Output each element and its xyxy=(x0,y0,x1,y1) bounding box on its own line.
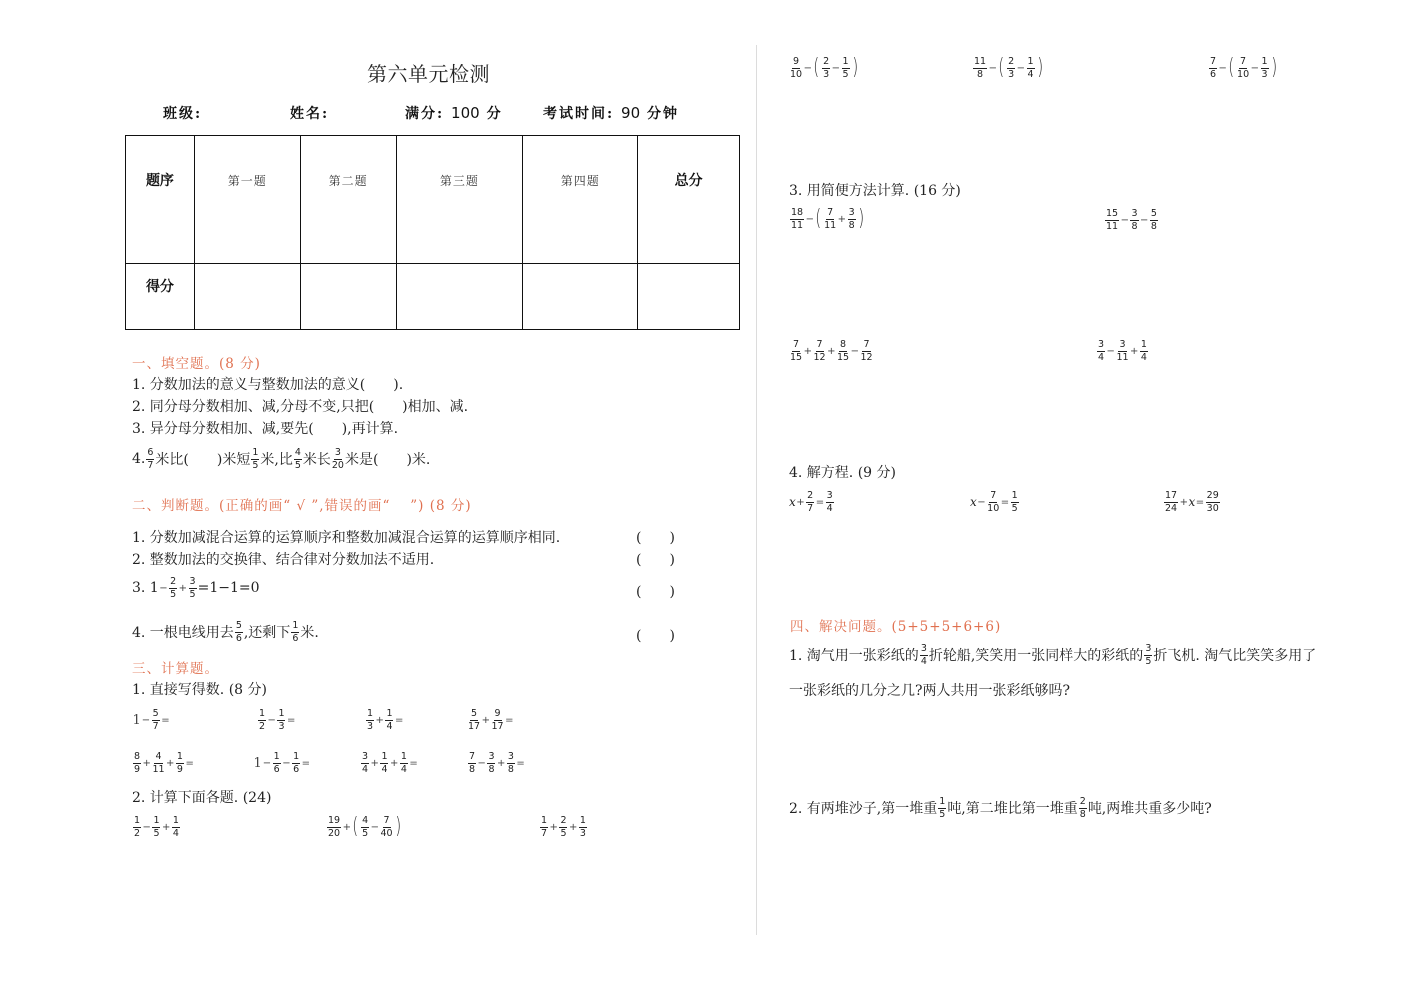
calc-item: 11 8 − ( 2 3 − $\frac{1}{4}$ ) xyxy=(974,55,1043,80)
direct-calc-item: 3 4 + $\frac{1}{4}$ + $\frac{1}{4}$ = xyxy=(362,751,418,775)
calc-item: 1 7 + $\frac{2}{5}$ + $\frac{1}{3}$ xyxy=(541,815,586,839)
fraction: $\frac{1}{4}$ xyxy=(381,751,388,775)
judge-bracket-3[interactable]: ( ) xyxy=(636,584,675,600)
direct-calc-item: 1 2 − $\frac{1}{3}$ = xyxy=(259,708,296,732)
header-cell: 第三题 xyxy=(396,136,523,264)
fraction: 17 24 xyxy=(1165,490,1178,514)
fraction: 7 10 xyxy=(1237,56,1250,80)
score-table xyxy=(125,135,740,330)
fraction: 8 9 xyxy=(134,751,141,775)
fraction: 1 5 xyxy=(939,796,946,820)
fraction: 9 10 xyxy=(790,56,803,80)
problem-1-line-2: 一张彩纸的几分之几?两人共用一张彩纸够吗? xyxy=(789,683,1071,699)
fraction: $\frac{7}{12}$ xyxy=(813,339,826,363)
fraction: 5 17 xyxy=(468,708,481,732)
fraction: 4 5 xyxy=(362,815,369,839)
header-cell: 第二题 xyxy=(300,136,396,264)
fraction: 7 15 xyxy=(790,339,803,363)
header-cell: 第一题 xyxy=(194,136,300,264)
fraction: 2 3 xyxy=(1008,56,1015,80)
fraction: 19 20 xyxy=(328,815,341,839)
fraction: 3 20 xyxy=(331,447,344,471)
fraction: $\frac{2}{5}$ xyxy=(170,576,177,600)
fraction: $\frac{3}{11}$ xyxy=(1116,339,1129,363)
fraction: $\frac{29}{30}$ xyxy=(1206,490,1219,514)
exam-time-unit: 分钟 xyxy=(647,106,680,122)
fraction: 1 6 xyxy=(292,620,299,644)
fill-item-3: 3. 异分母分数相加、减,要先( ),再计算. xyxy=(132,421,399,437)
part-1-heading: 1. 直接写得数. (8 分) xyxy=(132,682,267,698)
class-label: 班级: xyxy=(163,106,203,122)
fraction: $\frac{1}{4}$ xyxy=(386,708,393,732)
fraction: $\frac{1}{3}$ xyxy=(278,708,285,732)
section-3-heading: 三、计算题。 xyxy=(132,661,219,677)
fraction: $\frac{1}{4}$ xyxy=(1140,339,1147,363)
fraction: $\frac{1}{4}$ xyxy=(172,815,179,839)
fraction: 3 4 xyxy=(920,643,927,667)
fraction: 1 2 xyxy=(259,708,266,732)
section-4-heading: 四、解决问题。(5+5+5+6+6) xyxy=(790,619,1002,635)
row-label-cell: 得分 xyxy=(126,264,195,330)
simplify-item: 15 11 − $\frac{3}{8}$ − $\frac{5}{8}$ xyxy=(1106,208,1157,232)
problem-2: 2. 有两堆沙子,第一堆重 1 5 吨,第二堆比第一堆重 2 8 吨,两堆共重多少吨? xyxy=(789,796,1212,820)
fraction: 2 8 xyxy=(1079,796,1086,820)
fraction: $\frac{1}{9}$ xyxy=(176,751,183,775)
fraction: $\frac{1}{4}$ xyxy=(1027,56,1034,80)
calc-item: 19 20 + ( 4 5 − $\frac{7}{40}$ ) xyxy=(328,814,401,839)
fraction: 11 8 xyxy=(974,56,987,80)
fraction: $\frac{1}{3}$ xyxy=(579,815,586,839)
header-cell: 题序 xyxy=(126,136,195,264)
section-1-heading: 一、填空题。(8 分) xyxy=(132,356,261,372)
page-divider xyxy=(756,45,757,935)
fraction: 15 11 xyxy=(1106,208,1119,232)
fraction: $\frac{1}{6}$ xyxy=(293,751,300,775)
fraction: $\frac{7}{40}$ xyxy=(380,815,393,839)
equation-item: 17 24 + x = $\frac{29}{30}$ xyxy=(1165,490,1219,514)
equation-item: x + $\frac{2}{7}$ = $\frac{3}{4}$ xyxy=(789,490,833,514)
full-score-value: 100 xyxy=(451,104,480,122)
problem-1-line-1: 1. 淘气用一张彩纸的 3 4 折轮船,笑笑用一张同样大的彩纸的 3 5 折飞机. 淘气比笑笑多用了 xyxy=(789,643,1317,667)
judge-bracket-4[interactable]: ( ) xyxy=(636,628,675,644)
exam-time xyxy=(543,103,679,123)
direct-calc-item: 7 8 − $\frac{3}{8}$ + $\frac{3}{8}$ = xyxy=(469,751,525,775)
judge-bracket-1[interactable]: ( ) xyxy=(636,530,675,546)
fraction: $\frac{1}{4}$ xyxy=(400,751,407,775)
fill-item-2: 2. 同分母分数相加、减,分母不变,只把( )相加、减. xyxy=(132,399,469,415)
judge-item-2: 2. 整数加法的交换律、结合律对分数加法不适用. xyxy=(132,552,435,568)
score-cell[interactable] xyxy=(300,264,396,330)
fraction: $\frac{3}{8}$ xyxy=(848,207,855,231)
page-title: 第六单元检测 xyxy=(367,62,490,86)
part-4-heading: 4. 解方程. (9 分) xyxy=(789,465,896,481)
fraction: $\frac{3}{4}$ xyxy=(826,490,833,514)
score-table-score-row xyxy=(126,264,740,330)
name-label: 姓名: xyxy=(290,106,330,122)
fraction: 3 4 xyxy=(1098,339,1105,363)
fraction: $\frac{8}{15}$ xyxy=(836,339,850,363)
fraction: 5 6 xyxy=(235,620,242,644)
fraction: 2 3 xyxy=(823,56,830,80)
fraction: $\frac{2}{7}$ xyxy=(807,490,814,514)
fraction: $\frac{1}{5}$ xyxy=(1011,490,1018,514)
part-3-heading: 3. 用简便方法计算. (16 分) xyxy=(789,183,961,199)
score-cell[interactable] xyxy=(523,264,638,330)
direct-calc-item: 8 9 + $\frac{4}{11}$ + $\frac{1}{9}$ = xyxy=(134,751,194,775)
direct-calc-item: 1 − $\frac{1}{6}$ − $\frac{1}{6}$ = xyxy=(253,751,311,775)
fraction: 7 11 xyxy=(824,207,837,231)
calc-item: 1 2 − $\frac{1}{5}$ + $\frac{1}{4}$ xyxy=(134,815,179,839)
calc-item: 9 10 − ( 2 3 − $\frac{1}{5}$ ) xyxy=(790,55,858,80)
fraction: $\frac{3}{8}$ xyxy=(488,751,495,775)
section-2-heading: 二、判断题。(正确的画“ √ ”,错误的画“ ”) (8 分) xyxy=(132,498,472,514)
direct-calc-item: 1 3 + $\frac{1}{4}$ = xyxy=(367,708,404,732)
part-2-heading: 2. 计算下面各题. (24) xyxy=(132,790,272,806)
simplify-item: 18 11 − ( 7 11 + $\frac{3}{8}$ ) xyxy=(791,206,864,231)
exam-time-value: 90 xyxy=(621,104,641,122)
fraction: 4 5 xyxy=(294,447,301,471)
fraction: $\frac{2}{5}$ xyxy=(560,815,567,839)
calc-item: 7 6 − ( 7 10 − $\frac{1}{3}$ ) xyxy=(1210,55,1277,80)
fraction: $\frac{1}{6}$ xyxy=(273,751,280,775)
fraction: $\frac{7}{12}$ xyxy=(860,339,873,363)
fraction: $\frac{4}{11}$ xyxy=(152,751,165,775)
header-cell: 总分 xyxy=(638,136,740,264)
fraction: $\frac{3}{8}$ xyxy=(507,751,514,775)
fraction: 1 3 xyxy=(367,708,374,732)
judge-item-4: 4. 一根电线用去 5 6 ,还剩下 1 6 米. xyxy=(132,620,319,644)
fraction: $\frac{5}{7}$ xyxy=(152,708,159,732)
fraction: 18 11 xyxy=(791,207,804,231)
fraction: 6 7 xyxy=(147,447,154,471)
fraction: $\frac{1}{5}$ xyxy=(842,56,849,80)
score-cell[interactable] xyxy=(396,264,523,330)
fraction: 1 7 xyxy=(541,815,548,839)
full-score-label: 满分: xyxy=(405,106,445,122)
direct-calc-item: 5 17 + $\frac{9}{17}$ = xyxy=(468,708,514,732)
equation-item: x − $\frac{7}{10}$ = $\frac{1}{5}$ xyxy=(970,490,1018,514)
simplify-item: 7 15 + $\frac{7}{12}$ + $\frac{8}{15}$ − $\frac{7}{12}$ xyxy=(790,339,873,363)
fraction: 7 6 xyxy=(1210,56,1217,80)
fraction: 3 5 xyxy=(1145,643,1152,667)
fraction: $\frac{5}{8}$ xyxy=(1150,208,1157,232)
full-score xyxy=(405,103,503,123)
fraction: $\frac{1}{3}$ xyxy=(1261,56,1268,80)
fraction: 3 4 xyxy=(362,751,369,775)
score-table-header-row xyxy=(126,136,740,264)
score-cell[interactable] xyxy=(638,264,740,330)
fraction: $\frac{3}{8}$ xyxy=(1131,208,1138,232)
fraction: $\frac{9}{17}$ xyxy=(491,708,504,732)
fraction: 1 2 xyxy=(134,815,141,839)
fill-item-4: 4. 6 7 米比( )米短 1 5 米,比 4 5 米长 3 20 米是( )米. xyxy=(132,447,431,471)
direct-calc-item: 1 − $\frac{5}{7}$ = xyxy=(132,708,170,732)
fraction: $\frac{7}{10}$ xyxy=(987,490,1000,514)
score-cell[interactable] xyxy=(194,264,300,330)
simplify-item: 3 4 − $\frac{3}{11}$ + $\frac{1}{4}$ xyxy=(1098,339,1147,363)
fraction: $\frac{3}{5}$ xyxy=(189,576,196,600)
header-cell: 第四题 xyxy=(523,136,638,264)
full-score-unit: 分 xyxy=(486,106,503,122)
fill-item-1: 1. 分数加法的意义与整数加法的意义( ). xyxy=(132,377,404,393)
judge-item-3: 3. 1 − $\frac{2}{5}$ + $\frac{3}{5}$ =1−1=0 xyxy=(132,576,260,600)
fraction: $\frac{1}{5}$ xyxy=(153,815,160,839)
exam-time-label: 考试时间: xyxy=(543,106,615,122)
judge-item-1: 1. 分数加减混合运算的运算顺序和整数加减混合运算的运算顺序相同. xyxy=(132,530,561,546)
fraction: 1 5 xyxy=(252,447,259,471)
fraction: 7 8 xyxy=(469,751,476,775)
judge-bracket-2[interactable]: ( ) xyxy=(636,552,675,568)
